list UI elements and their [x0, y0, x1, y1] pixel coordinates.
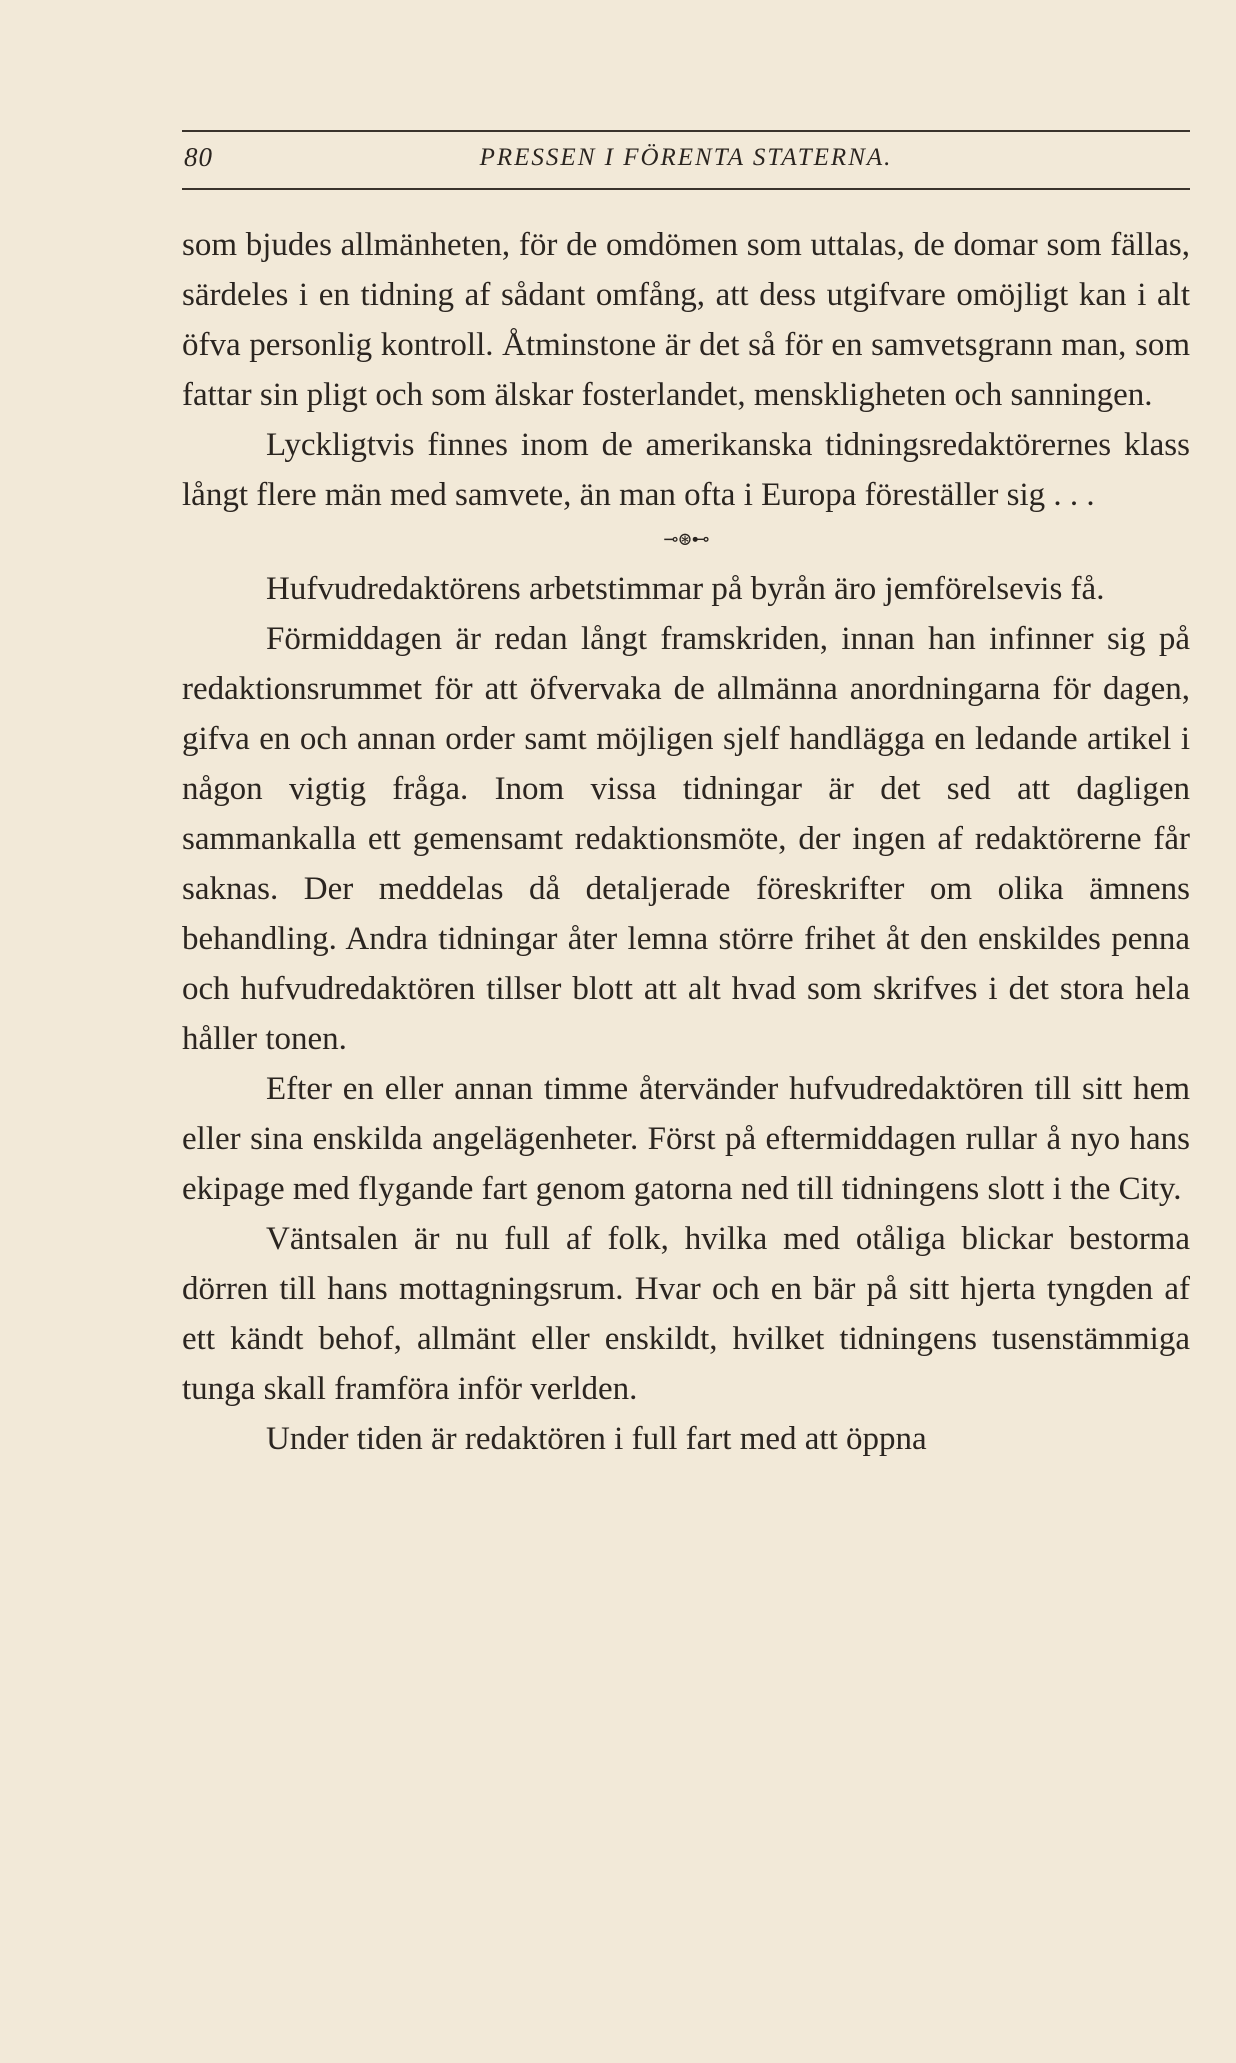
- page-number: 80: [184, 142, 213, 172]
- header-top-rule: [182, 130, 1190, 132]
- paragraph: Lyckligtvis finnes inom de amerikanska tidningsredaktörernes klass långt flere män med samvete, än man ofta i Europa föreställer sig . . .: [182, 427, 1190, 513]
- paragraph: Väntsalen är nu full af folk, hvilka med otåliga blickar bestorma dörren till hans mottagningsrum. Hvar och en bär på sitt hjerta tyngden af ett kändt behof, allmänt eller enskildt, hvilket tidningens tusenstämmiga tunga skall framföra inför verlden.: [182, 1221, 1190, 1407]
- paragraph: Efter en eller annan timme återvänder hufvudredaktören till sitt hem eller sina enskilda angelägenheter. Först på eftermiddagen rullar å nyo hans ekipage med flygande fart genom gatorna ned till tidningens slott i the City.: [182, 1071, 1190, 1207]
- paragraph: Hufvudredaktörens arbetstimmar på byrån äro jemförelsevis få.: [266, 571, 1105, 607]
- running-head: PRESSEN I FÖRENTA STATERNA.: [479, 144, 893, 171]
- page-header: [182, 130, 1190, 192]
- page-body-text: [182, 220, 1190, 1464]
- paragraph-continuation: som bjudes allmänheten, för de omdömen som uttalas, de domar som fällas, särdeles i en tidning af sådant omfång, att dess utgifvare omöjligt kan i alt öfva personlig kontroll. Åtminstone är det så för en samvetsgrann man, som fattar sin pligt och som älskar fosterlandet, menskligheten och sanningen.: [182, 227, 1190, 413]
- header-bottom-rule: [182, 188, 1190, 190]
- paragraph: Under tiden är redaktören i full fart med att öppna: [266, 1421, 927, 1457]
- section-ornament: ⊸⊛⊷: [663, 529, 709, 549]
- paragraph: Förmiddagen är redan långt framskriden, innan han infinner sig på redaktionsrummet för att öfvervaka de allmänna anordningarna för dagen, gifva en och annan order samt möjligen sjelf handlägga en ledande artikel i någon vigtig fråga. Inom vissa tidningar är det sed att dagligen sammankalla ett gemensamt redaktionsmöte, der ingen af redaktörerne får saknas. Der meddelas då detaljerade föreskrifter om olika ämnens behandling. Andra tidningar åter lemna större frihet åt den enskildes penna och hufvudredaktören tillser blott att alt hvad som skrifves i det stora hela håller tonen.: [182, 621, 1190, 1057]
